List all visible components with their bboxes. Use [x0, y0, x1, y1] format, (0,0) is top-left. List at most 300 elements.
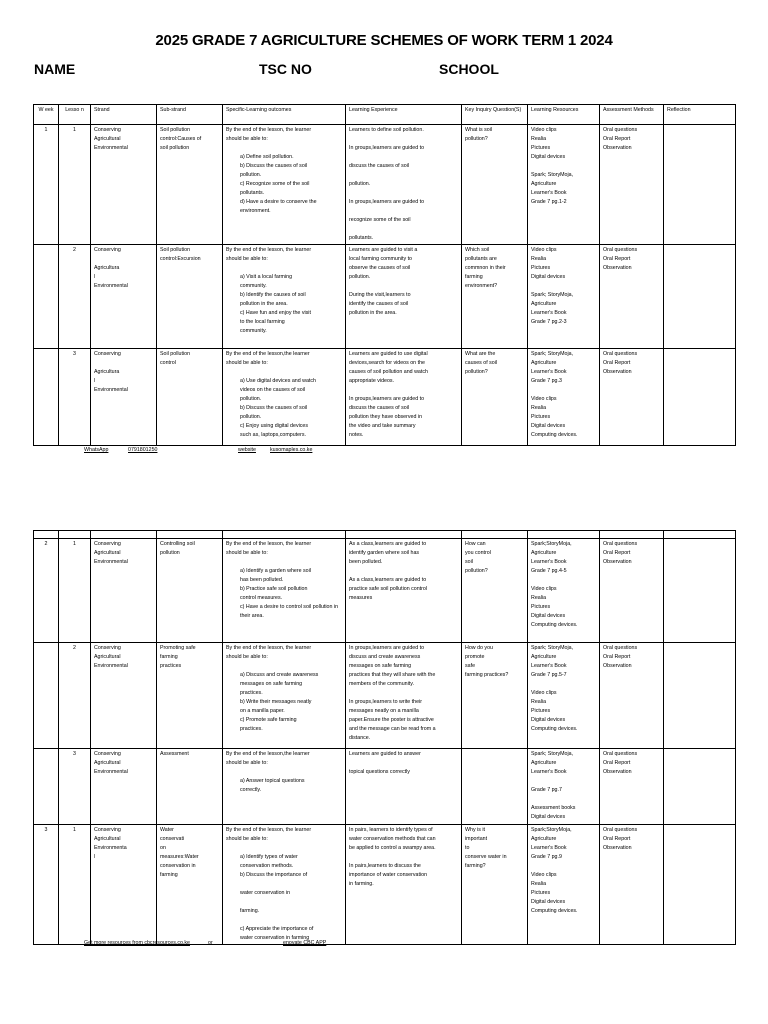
experience-cell-line: appropriate videos. — [349, 378, 395, 384]
experience-cell — [346, 539, 462, 643]
assessment-cell — [600, 349, 664, 446]
resources-cell-line: Pictures — [531, 890, 551, 896]
strand-cell — [91, 749, 157, 825]
table-header-row — [34, 105, 736, 125]
experience-cell-line — [349, 135, 458, 144]
inquiry-question-cell-line: pollutants are — [465, 256, 497, 262]
experience-cell-line — [349, 853, 458, 862]
strand-cell — [91, 825, 157, 945]
column-header: Specific-Learning outcomes — [223, 105, 346, 125]
reflection-cell — [664, 749, 736, 825]
tsc-no-label: TSC NO — [259, 61, 312, 77]
resources-cell-line: Agriculture — [531, 360, 557, 366]
experience-cell-line: topical questions correctly — [349, 769, 410, 775]
inquiry-question-cell-line: pollution? — [465, 568, 488, 574]
substrand-cell-line: on — [160, 845, 166, 851]
inquiry-question-cell — [462, 245, 528, 349]
week-cell — [34, 349, 59, 446]
substrand-cell-line: soil pollution — [160, 145, 190, 151]
strand-cell — [91, 125, 157, 245]
inquiry-question-cell-line: promote — [465, 654, 485, 660]
resources-cell-line: Spark; StoryMoja, — [531, 172, 574, 178]
substrand-cell-line: Water — [160, 827, 174, 833]
outcomes-cell-line: practices. — [240, 726, 263, 732]
resources-cell-line: Computing devices. — [531, 622, 578, 628]
inquiry-question-cell-line: farming practices? — [465, 672, 509, 678]
resources-cell-line: Learner's Book — [531, 769, 567, 775]
week-cell — [34, 245, 59, 349]
outcomes-cell-line: b) Discuss the causes of soil — [240, 405, 308, 411]
table-row — [34, 245, 736, 349]
resources-cell-line: Agriculture — [531, 301, 557, 307]
resources-cell-line: Computing devices. — [531, 726, 578, 732]
resources-cell-line: Video clips — [531, 872, 557, 878]
strand-cell-line: Environmental — [94, 145, 128, 151]
outcomes-cell — [223, 245, 346, 349]
outcomes-cell-line — [226, 844, 342, 853]
outcomes-cell-line: control measures. — [240, 595, 283, 601]
resources-cell-line: Grade 7 pg.4-5 — [531, 568, 567, 574]
experience-cell-line: local farming community to — [349, 256, 412, 262]
strand-cell-line: Environmental — [94, 283, 128, 289]
outcomes-cell-line: a) Answer topical questions — [240, 778, 305, 784]
experience-cell-line — [349, 225, 458, 234]
assessment-cell-line: Oral questions — [603, 751, 638, 757]
week-cell — [34, 643, 59, 749]
outcomes-cell-line: to the local farming — [240, 319, 285, 325]
experience-cell — [346, 349, 462, 446]
outcomes-cell-line — [226, 662, 342, 671]
resources-cell-line — [531, 777, 596, 786]
inquiry-question-cell-line: important — [465, 836, 488, 842]
strand-cell-line — [94, 255, 153, 264]
inquiry-question-cell-line: farming — [465, 274, 483, 280]
experience-cell-line: In groups,learners are guided to — [349, 199, 425, 205]
table-row — [34, 539, 736, 643]
strand-cell-line: Agricultura — [94, 369, 120, 375]
resources-cell-line: Learner's Book — [531, 845, 567, 851]
resources-cell-line: Spark;StoryMoja, — [531, 827, 572, 833]
experience-cell-line: been polluted. — [349, 559, 383, 565]
experience-cell-line: discuss the causes of soil — [349, 163, 410, 169]
assessment-cell-line: Oral Report — [603, 760, 631, 766]
resources-cell — [528, 349, 600, 446]
outcomes-cell-line: By the end of the lesson,the learner — [226, 351, 310, 357]
experience-cell-line: Learners are guided to answer — [349, 751, 421, 757]
outcomes-cell-line: farming. — [240, 908, 260, 914]
outcomes-cell-line: c) Appreciate the importance of — [240, 926, 314, 932]
resources-cell-line — [531, 282, 596, 291]
inquiry-question-cell-line: What is soil — [465, 127, 493, 133]
experience-cell-line: measures — [349, 595, 373, 601]
substrand-cell-line: Promoting safe — [160, 645, 196, 651]
outcomes-cell-line: By the end of the lesson, the learner — [226, 645, 312, 651]
outcomes-cell-line: such as, laptops,computers. — [240, 432, 306, 438]
outcomes-cell-line — [226, 368, 342, 377]
assessment-cell-line: Oral questions — [603, 827, 638, 833]
table-row — [34, 825, 736, 945]
outcomes-cell — [223, 643, 346, 749]
strand-cell — [91, 539, 157, 643]
outcomes-cell-line: b) Discuss the causes of soil — [240, 163, 308, 169]
week-cell: 1 — [34, 125, 59, 245]
column-header: W eek — [34, 105, 59, 125]
strand-cell-line: Environmenta — [94, 845, 127, 851]
inquiry-question-cell — [462, 749, 528, 825]
substrand-cell-line: control:Excursion — [160, 256, 201, 262]
resources-cell-line: Learner's Book — [531, 310, 567, 316]
outcomes-cell-line: d) Have a desire to conserve the — [240, 199, 317, 205]
experience-cell-line: As a class,learners are guided to — [349, 541, 427, 547]
resources-cell-line: Digital devices — [531, 899, 566, 905]
experience-cell-line: practices that they will share with the — [349, 672, 436, 678]
table-row — [34, 349, 736, 446]
outcomes-cell-line: pollutants. — [240, 190, 265, 196]
resources-cell-line: Pictures — [531, 708, 551, 714]
outcomes-cell-line: should be able to: — [226, 760, 268, 766]
experience-cell-line — [349, 759, 458, 768]
experience-cell-line: pollution in the area. — [349, 310, 397, 316]
experience-cell-line: discuss and create awareness — [349, 654, 421, 660]
experience-cell-line: and the message can be read from a — [349, 726, 436, 732]
resources-cell-line: Digital devices — [531, 154, 566, 160]
outcomes-cell-line: b) Discuss the importance of — [240, 872, 308, 878]
substrand-cell-line: farming — [160, 872, 178, 878]
column-header: Reflection — [664, 105, 736, 125]
outcomes-cell-line: on a manilla paper. — [240, 708, 285, 714]
substrand-cell — [157, 749, 223, 825]
outcomes-cell-line: should be able to: — [226, 360, 268, 366]
strand-cell — [91, 245, 157, 349]
inquiry-question-cell-line: How can — [465, 541, 486, 547]
resources-cell-line: Grade 7 pg.9 — [531, 854, 562, 860]
assessment-cell-line: Observation — [603, 769, 632, 775]
outcomes-cell-line: a) Identify a garden where soil — [240, 568, 311, 574]
column-header: Sub-strand — [157, 105, 223, 125]
substrand-cell-line: practices — [160, 663, 182, 669]
inquiry-question-cell-line: to — [465, 845, 470, 851]
experience-cell-line — [349, 153, 458, 162]
app-link[interactable]: enovate CBC APP — [283, 940, 327, 946]
inquiry-question-cell-line: How do you — [465, 645, 493, 651]
substrand-cell-line: control — [160, 360, 176, 366]
experience-cell-line: identify the causes of soil — [349, 301, 409, 307]
resources-cell-line: Learner's Book — [531, 559, 567, 565]
assessment-cell-line: Observation — [603, 369, 632, 375]
resources-cell-line: Agriculture — [531, 836, 557, 842]
outcomes-cell-line: videos on the causes of soil — [240, 387, 306, 393]
column-header: Lesso n — [59, 105, 91, 125]
experience-cell-line — [349, 386, 458, 395]
outcomes-cell-line: c) Enjoy using digital devices — [240, 423, 309, 429]
resources-cell-line: Spark; StoryMoja, — [531, 292, 574, 298]
assessment-cell-line: Oral questions — [603, 247, 638, 253]
reflection-cell — [664, 245, 736, 349]
strand-cell-line — [94, 359, 153, 368]
outcomes-cell-line: c) Recognize some of the soil — [240, 181, 310, 187]
outcomes-cell-line: By the end of the lesson, the learner — [226, 541, 312, 547]
resources-cell-line: Computing devices. — [531, 908, 578, 914]
experience-cell — [346, 125, 462, 245]
resources-cell-line: Realia — [531, 136, 547, 142]
inquiry-question-cell — [462, 539, 528, 643]
outcomes-cell — [223, 125, 346, 245]
inquiry-question-cell-line: conserve water in — [465, 854, 507, 860]
substrand-cell-line: control:Causes of — [160, 136, 202, 142]
spacer-cell — [59, 531, 91, 539]
resources-cell — [528, 825, 600, 945]
outcomes-cell-line: environment. — [240, 208, 271, 214]
inquiry-question-cell-line: causes of soil — [465, 360, 498, 366]
outcomes-cell-line: b) Practice safe soil pollution — [240, 586, 308, 592]
outcomes-cell-line — [226, 916, 342, 925]
resources-cell-line: Pictures — [531, 145, 551, 151]
resources-cell-line: Video clips — [531, 586, 557, 592]
outcomes-cell-line: pollution. — [240, 414, 262, 420]
resources-cell-line: Agriculture — [531, 654, 557, 660]
experience-cell-line: devices,search for videos on the — [349, 360, 425, 366]
strand-cell-line: Environmental — [94, 769, 128, 775]
table-row — [34, 749, 736, 825]
outcomes-cell — [223, 825, 346, 945]
spacer-cell — [600, 531, 664, 539]
resources-cell-line — [531, 680, 596, 689]
substrand-cell-line: Controlling soil — [160, 541, 195, 547]
outcomes-cell-line: pollution. — [240, 172, 262, 178]
reflection-cell — [664, 125, 736, 245]
assessment-cell-line: Oral Report — [603, 836, 631, 842]
spacer-cell — [34, 531, 59, 539]
outcomes-cell-line: messages on safe farming — [240, 681, 303, 687]
strand-cell-line: Conserving — [94, 351, 121, 357]
strand-cell-line: Environmental — [94, 387, 128, 393]
or-text: or — [208, 940, 213, 946]
assessment-cell — [600, 825, 664, 945]
week-cell — [34, 749, 59, 825]
outcomes-cell-line: By the end of the lesson, the learner — [226, 247, 312, 253]
experience-cell — [346, 825, 462, 945]
outcomes-cell-line: community. — [240, 283, 267, 289]
experience-cell-line: In groups,learners are guided to — [349, 645, 425, 651]
website-label: website — [238, 447, 256, 453]
resources-cell-line: Learner's Book — [531, 663, 567, 669]
outcomes-cell-line: c) Have a desire to control soil pollution in — [240, 604, 339, 610]
scheme-table-page1 — [33, 104, 736, 446]
assessment-cell-line: Observation — [603, 145, 632, 151]
assessment-cell-line: Oral Report — [603, 256, 631, 262]
website-link[interactable]: kusomaples.co.ke — [270, 447, 313, 453]
assessment-cell-line: Observation — [603, 845, 632, 851]
inquiry-question-cell — [462, 349, 528, 446]
strand-cell-line: Agricultural — [94, 760, 121, 766]
experience-cell-line: As a class,learners are guided to — [349, 577, 427, 583]
experience-cell-line: Learners are guided to visit a — [349, 247, 418, 253]
outcomes-cell-line: c) Promote safe farming — [240, 717, 297, 723]
experience-cell-line: In pairs, learners to identify types of — [349, 827, 433, 833]
assessment-cell-line: Oral Report — [603, 136, 631, 142]
substrand-cell — [157, 349, 223, 446]
outcomes-cell — [223, 349, 346, 446]
spacer-cell — [664, 531, 736, 539]
strand-cell-line: Environmental — [94, 559, 128, 565]
resources-cell-line: Agriculture — [531, 550, 557, 556]
experience-cell-line: In groups,learners are guided to — [349, 145, 425, 151]
assessment-cell — [600, 245, 664, 349]
strand-cell-line: l — [94, 854, 96, 860]
inquiry-question-cell-line: soil — [465, 559, 473, 565]
outcomes-cell-line: a) Discuss and create awareness — [240, 672, 319, 678]
strand-cell-line: Environmental — [94, 663, 128, 669]
experience-cell-line: observe the causes of soil — [349, 265, 411, 271]
reflection-cell — [664, 349, 736, 446]
resources-cell-line: Digital devices — [531, 814, 566, 820]
resources-cell-line: Spark;StoryMoja, — [531, 541, 572, 547]
resources-link[interactable]: Get more resources from cbcresources.co.ke — [84, 940, 190, 946]
experience-cell-line — [349, 689, 458, 698]
strand-cell-line: Agricultura — [94, 265, 120, 271]
resources-cell-line: Realia — [531, 256, 547, 262]
strand-cell-line: Agricultural — [94, 550, 121, 556]
resources-cell — [528, 539, 600, 643]
outcomes-cell-line: should be able to: — [226, 136, 268, 142]
lesson-cell: 2 — [59, 643, 91, 749]
substrand-cell — [157, 125, 223, 245]
column-header: Learning Experience — [346, 105, 462, 125]
resources-cell-line — [531, 862, 596, 871]
experience-cell-line: members of the community. — [349, 681, 414, 687]
substrand-cell-line: measures:Water — [160, 854, 199, 860]
experience-cell-line: In groups,learners to write their — [349, 699, 423, 705]
strand-cell-line: Conserving — [94, 247, 121, 253]
inquiry-question-cell — [462, 643, 528, 749]
inquiry-question-cell-line: What are the — [465, 351, 496, 357]
column-header: Assessment Methods — [600, 105, 664, 125]
inquiry-question-cell — [462, 825, 528, 945]
experience-cell — [346, 643, 462, 749]
experience-cell-line — [349, 189, 458, 198]
substrand-cell — [157, 825, 223, 945]
strand-cell-line: l — [94, 274, 96, 280]
table-row — [34, 643, 736, 749]
resources-cell-line — [531, 576, 596, 585]
week-cell: 2 — [34, 539, 59, 643]
resources-cell — [528, 125, 600, 245]
strand-cell-line: Agricultural — [94, 836, 121, 842]
strand-cell-line: Agricultural — [94, 136, 121, 142]
outcomes-cell-line: their area. — [240, 613, 264, 619]
assessment-cell — [600, 539, 664, 643]
outcomes-cell-line — [226, 558, 342, 567]
experience-cell-line: practice safe soil pollution control — [349, 586, 428, 592]
assessment-cell-line: Oral questions — [603, 351, 638, 357]
inquiry-question-cell-line: you control — [465, 550, 491, 556]
experience-cell-line: notes. — [349, 432, 364, 438]
substrand-cell-line: Soil pollution — [160, 127, 191, 133]
reflection-cell — [664, 539, 736, 643]
experience-cell-line — [349, 171, 458, 180]
outcomes-cell-line: conservation methods. — [240, 863, 294, 869]
resources-cell-line: Assessment books — [531, 805, 576, 811]
experience-cell-line: water conservation methods that can — [349, 836, 436, 842]
resources-cell-line: Realia — [531, 881, 547, 887]
outcomes-cell-line: a) Visit a local farming — [240, 274, 293, 280]
outcomes-cell — [223, 539, 346, 643]
column-header: Key Inquiry Question(S) — [462, 105, 528, 125]
experience-cell — [346, 749, 462, 825]
assessment-cell-line: Oral questions — [603, 127, 638, 133]
assessment-cell-line: Observation — [603, 265, 632, 271]
strand-cell-line: Conserving — [94, 827, 121, 833]
inquiry-question-cell-line: farming? — [465, 863, 486, 869]
experience-cell-line: pollutants. — [349, 235, 374, 241]
resources-cell-line: Spark; StoryMoja, — [531, 645, 574, 651]
resources-cell-line: Grade 7 pg.5-7 — [531, 672, 567, 678]
outcomes-cell-line — [226, 898, 342, 907]
resources-cell-line: Pictures — [531, 414, 551, 420]
resources-cell-line: Realia — [531, 595, 547, 601]
outcomes-cell-line: c) Have fun and enjoy the visit — [240, 310, 311, 316]
reflection-cell — [664, 825, 736, 945]
whatsapp-number: 0791801250 — [128, 447, 158, 453]
spacer-cell — [223, 531, 346, 539]
resources-cell-line: Video clips — [531, 247, 557, 253]
inquiry-question-cell-line: pollution? — [465, 136, 488, 142]
resources-cell-line: Computing devices. — [531, 432, 578, 438]
substrand-cell-line: Soil pollution — [160, 247, 191, 253]
substrand-cell-line: farming — [160, 654, 178, 660]
experience-cell-line: recognize some of the soil — [349, 217, 411, 223]
substrand-cell-line: pollution — [160, 550, 180, 556]
resources-cell-line: Realia — [531, 699, 547, 705]
strand-cell — [91, 349, 157, 446]
spacer-cell — [462, 531, 528, 539]
resources-cell-line: Pictures — [531, 604, 551, 610]
outcomes-cell-line: water conservation in — [240, 890, 291, 896]
experience-cell-line: paper.Ensure the poster is attractive — [349, 717, 434, 723]
lesson-cell: 1 — [59, 125, 91, 245]
inquiry-question-cell-line: environment? — [465, 283, 498, 289]
substrand-cell — [157, 245, 223, 349]
outcomes-cell-line: should be able to: — [226, 836, 268, 842]
resources-cell-line — [531, 162, 596, 171]
outcomes-cell-line: b) Identify the causes of soil — [240, 292, 306, 298]
experience-cell-line: causes of soil pollution and watch — [349, 369, 428, 375]
lesson-cell: 3 — [59, 749, 91, 825]
strand-cell-line: Agricultural — [94, 654, 121, 660]
outcomes-cell-line: should be able to: — [226, 256, 268, 262]
column-header: Learning Resources — [528, 105, 600, 125]
substrand-cell-line: conservation in — [160, 863, 196, 869]
lesson-cell: 1 — [59, 539, 91, 643]
substrand-cell-line: Soil pollution — [160, 351, 191, 357]
outcomes-cell-line: b) Write their messages neatly — [240, 699, 312, 705]
experience-cell-line: pollution they have observed in — [349, 414, 423, 420]
inquiry-question-cell-line: commnon in their — [465, 265, 506, 271]
assessment-cell-line: Observation — [603, 663, 632, 669]
outcomes-cell-line: pollution in the area. — [240, 301, 288, 307]
substrand-cell — [157, 643, 223, 749]
resources-cell-line: Video clips — [531, 690, 557, 696]
outcomes-cell-line — [226, 768, 342, 777]
whatsapp-label: WhatsApp — [84, 447, 109, 453]
assessment-cell-line: Oral Report — [603, 654, 631, 660]
experience-cell-line: Learners are guided to use digital — [349, 351, 428, 357]
spacer-cell — [528, 531, 600, 539]
strand-cell-line: l — [94, 378, 96, 384]
experience-cell-line: in farming. — [349, 881, 374, 887]
resources-cell-line: Digital devices — [531, 717, 566, 723]
experience-cell-line: messages neatly on a manilla — [349, 708, 419, 714]
